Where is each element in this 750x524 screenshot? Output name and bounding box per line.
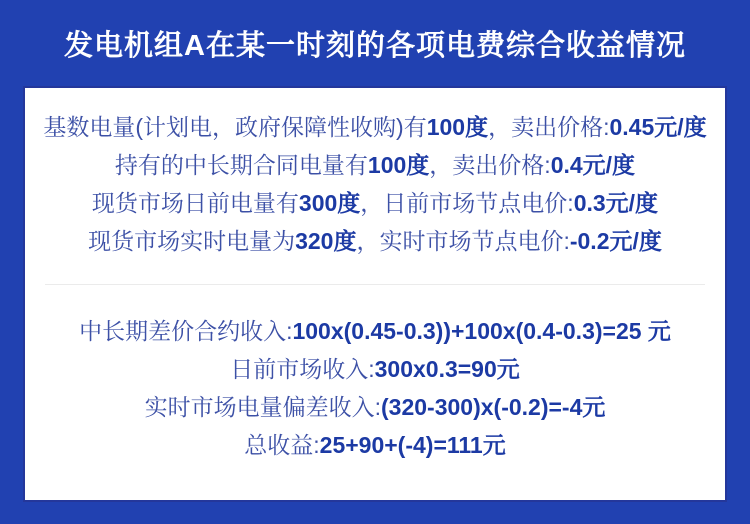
label-text: 实时市场电量偏差收入: [144,394,382,420]
value-text: (320-300)x(-0.2)=-4元 [381,394,606,420]
label-text: 现货市场实时电量为 [88,228,296,254]
value-text: -0.2元/度 [569,228,662,254]
value-text: 0.45元/度 [609,114,707,140]
label-text: 持有的中长期合同电量有 [114,152,368,178]
label-text: ，实时市场节点电价: [356,228,570,254]
text-line [25,184,725,222]
label-text: ，卖出价格: [488,114,610,140]
value-text: 100x(0.45-0.3))+100x(0.4-0.3)=25 元 [292,318,671,344]
text-line [25,108,725,146]
text-line [25,426,725,464]
value-text: 25+90+(-4)=111元 [319,432,506,458]
text-line [25,350,725,388]
value-text: 300度 [298,190,361,216]
label-text: ，卖出价格: [429,152,551,178]
label-text: ，日前市场节点电价: [360,190,574,216]
text-line [25,388,725,426]
text-line [25,146,725,184]
label-text: 基数电量(计划电，政府保障性收购)有 [43,114,427,140]
value-text: 320度 [295,228,357,254]
content-card [23,86,727,502]
label-text: 日前市场收入: [230,356,375,382]
calculations-section [25,312,725,464]
label-text: 现货市场日前电量有 [91,190,299,216]
inputs-section [25,88,725,260]
section-divider [45,284,705,285]
value-text: 0.3元/度 [573,190,659,216]
value-text: 100度 [367,152,430,178]
label-text: 中长期差价合约收入: [79,318,293,344]
value-text: 100度 [426,114,489,140]
text-line [25,222,725,260]
title-bar [0,0,750,86]
value-text: 300x0.3=90元 [374,356,520,382]
text-line [25,312,725,350]
value-text: 0.4元/度 [550,152,636,178]
label-text: 总收益: [244,432,320,458]
page-title: 发电机组A在某一时刻的各项电费综合收益情况 [64,29,686,62]
